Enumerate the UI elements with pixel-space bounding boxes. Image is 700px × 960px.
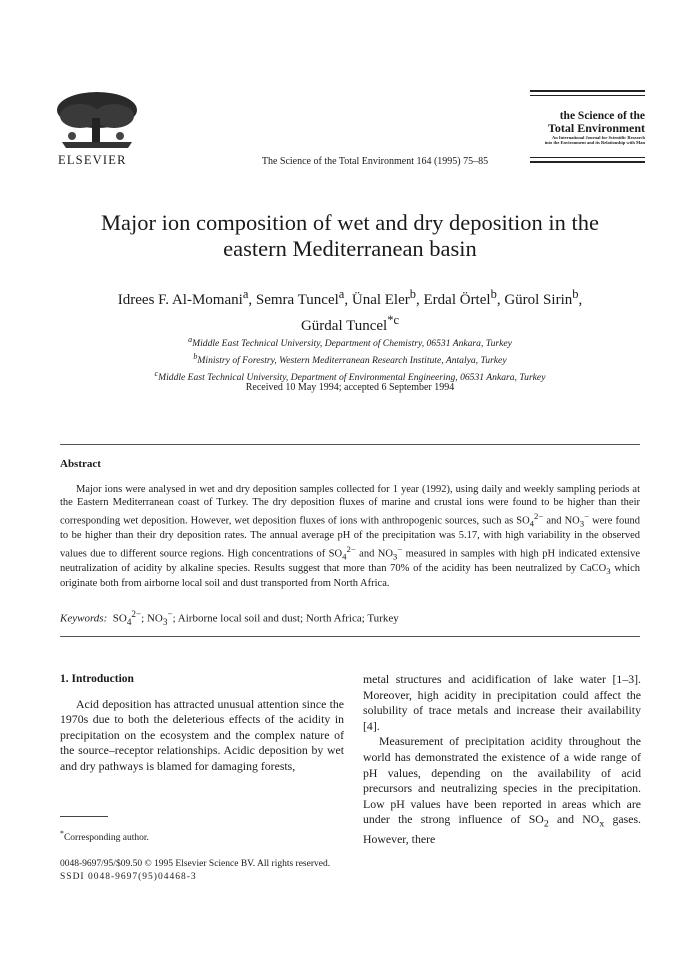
- journal-rules-bottom: [530, 157, 645, 166]
- footnote: *Corresponding author.: [60, 829, 149, 844]
- affiliation: $^c$Middle East Technical University, Department of Environmental Engineering, 06531 Ankara, Turkey: [154, 369, 546, 384]
- elsevier-tree-logo: [52, 90, 142, 150]
- abstract-bottom-rule: [60, 636, 640, 637]
- left-column: [60, 672, 344, 775]
- paragraph: Measurement of precipitation acidity throughout the world has demonstrated the existence of a wide range of pH values, depending on the availability of acid precursors and neutralizing species in the precipitation. Low pH values have been reported in areas which are under the strong influence of $SO_2$ and $NO_x$ gases. However, there: [363, 734, 641, 847]
- footnote-rule: [60, 816, 108, 817]
- journal-citation: The Science of the Total Environment 164 (1995) 75–85: [261, 156, 489, 167]
- journal-subtitle-line1: An International Journal for Scientific Research: [552, 135, 645, 140]
- journal-name-line1: the Science of the: [559, 110, 645, 122]
- author: Gürol Sirin$^b$,: [504, 287, 583, 308]
- abstract-body: Major ions were analysed in wet and dry deposition samples collected for 1 year (1992), using daily and weekly sampling periods at the Eastern Mediterranean coast of Turkey. The dry deposition fluxes of marine and crustal ions were found to be higher than their corresponding wet deposition. However, wet deposition fluxes of ions with anthropogenic sources, such as $SO_4^{2-}$ and $NO_3^-$ were found to be higher than their dry deposition rates. The annual average pH of the precipitation was 5.17, with high variability in the observed values due to different source regions. High concentrations of $SO_4^{2-}$ and $NO_3^-$ measured in samples with high pH indicated extensive neutralization of acidity by alkaline species. Results suggest that more than 70% of the acidity has been neutralized by CaCO$_3$ which originate both from airborne local soil and dust transported from North Africa.: [60, 484, 640, 590]
- abstract-top-rule: [60, 444, 640, 445]
- section-heading: 1. Introduction: [60, 673, 134, 685]
- publisher-name: ELSEVIER: [58, 153, 127, 167]
- author: Gürdal Tuncel$^{*c}$: [300, 313, 400, 334]
- journal-subtitle: [520, 135, 645, 145]
- paragraph: metal structures and acidification of lake water [1–3]. Moreover, high acidity in precipitation could affect the solubility of trace metals and increase their availability [4].: [363, 672, 641, 733]
- affiliation: $^b$Ministry of Forestry, Western Mediterranean Research Institute, Antalya, Turkey: [193, 352, 507, 367]
- author-list: [70, 284, 630, 336]
- affiliation: $^a$Middle East Technical University, Department of Chemistry, 06531 Ankara, Turkey: [188, 335, 512, 350]
- keywords: Keywords: $SO_4^{2-}$; $NO_3^-$; Airborne local soil and dust; North Africa; Turkey: [60, 609, 399, 627]
- copyright-line: 0048-9697/95/$09.50 © 1995 Elsevier Science BV. All rights reserved.: [60, 859, 331, 869]
- author: Ünal Eler$^b$,: [351, 287, 424, 308]
- right-column: [363, 672, 641, 848]
- journal-rules-top: [530, 90, 645, 99]
- journal-masthead: [520, 110, 645, 145]
- abstract-heading: Abstract: [60, 458, 101, 470]
- ssdi-line: SSDI 0048-9697(95)04468-3: [60, 872, 197, 882]
- copyright: [60, 858, 330, 884]
- paragraph: Acid deposition has attracted unusual attention since the 1970s due to both the deleterious effects of the acidity in precipitation on the ecosystem and the complex nature of the source–receptor relationships. Acidic deposition by wet and dry pathways is blamed for damaging forests,: [60, 696, 344, 773]
- article-title: Major ion composition of wet and dry deposition in the eastern Mediterranean basin: [100, 210, 600, 261]
- affiliations: [100, 333, 600, 385]
- author: Idrees F. Al-Momani$^a$,: [117, 287, 256, 308]
- keywords-label: Keywords:: [60, 612, 108, 625]
- author: Semra Tuncel$^a$,: [255, 287, 352, 308]
- received-dates: Received 10 May 1994; accepted 6 September 1994: [245, 382, 455, 393]
- journal-subtitle-line2: into the Environment and its Relationship with Man: [544, 140, 645, 145]
- journal-name-line2: Total Environment: [547, 121, 645, 135]
- author: Erdal Örtel$^b$,: [423, 287, 505, 308]
